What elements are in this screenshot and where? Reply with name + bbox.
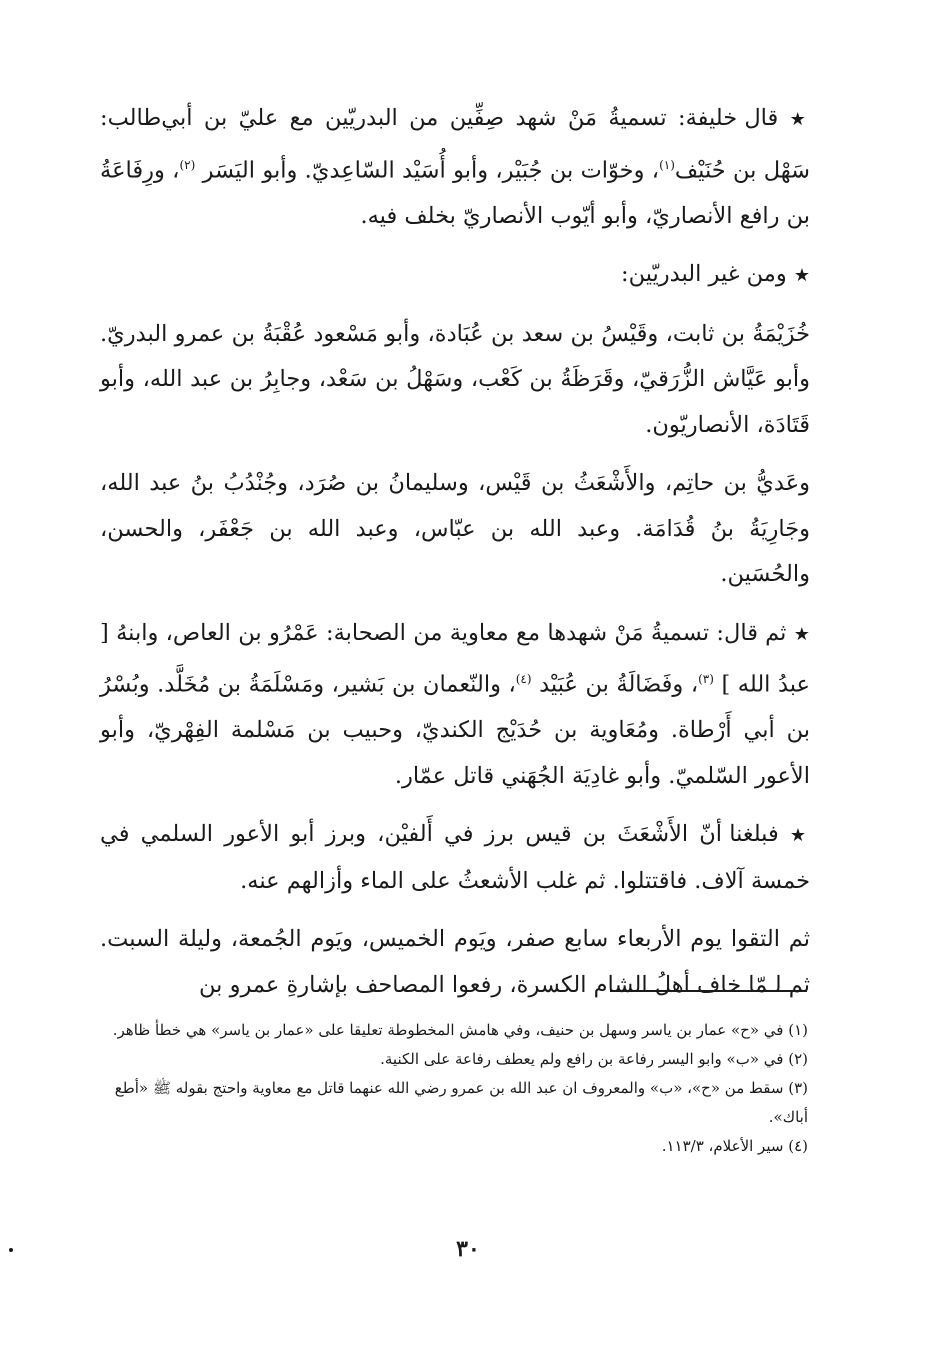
paragraph-5 [100,611,810,800]
footnote-ref-1: (١) [659,157,675,172]
footnote-text: في «ب» وابو اليسر رفاعة بن رافع ولم يعطف رفاعة على الكنية. [380,1050,784,1068]
star-marker: ★ [793,623,811,645]
footnote-number: (٤) [788,1137,808,1155]
footnote-text: سير الأعلام، ١١٣/٣. [661,1137,784,1155]
paragraph-4 [100,461,810,598]
paragraph-1 [100,96,810,239]
footnote-item [108,1016,808,1045]
paragraph-5-text-c: ، والنّعمان بن بَشير، ومَسْلَمَةُ بن مُخَلَّد. وبُسْرُ بن أبي أَرْطاة. ومُعَاوية بن حُدَيْج الكنديّ، وحبيب بن مَسْلمة الفِهْريّ، وأبو الأعور السّلميّ. وأبو غادِيَة الجُهَني قاتل عمّار. [100,671,810,789]
paragraph-3-text: خُزَيْمَةُ بن ثابت، وقَيْسُ بن سعد بن عُبَادة، وأبو مَسْعود عُقْبَةُ بن عمرو البدريّ. وأبو عَيَّاش الزُّرَقيّ، وقَرَظَةُ بن كَعْب، وسَهْلُ بن سَعْد، وجابِرُ بن عبد الله، وأبو قَتَادَة، الأنصاريّون. [100,320,810,438]
paragraph-6 [100,812,810,904]
paragraph-4-text: وعَديُّ بن حاتِم، والأَشْعَثُ بن قَيْس، وسليمانُ بن صُرَد، وجُنْدُبُ بنُ عبد الله، وجَارِيَةُ بنُ قُدَامَة. وعبد الله بن عبّاس، وعبد الله بن جَعْفَر، والحسن، والحُسَين. [100,470,810,587]
main-text [100,96,810,1021]
star-marker: ★ [789,109,811,130]
paragraph-7 [100,917,810,1008]
paragraph-2 [100,252,810,299]
paragraph-6-text: فبلغنا أنّ الأَشْعَثَ بن قيس برز في أَلفيْن، وبرز أبو الأعور السلمي في خمسة آلاف. فاقتتلوا. ثم غلب الأشعثُ على الماء وأزالهم عنه. [100,821,810,894]
footnote-ref-4: (٤) [515,672,532,686]
footnote-ref-3: (٣) [698,672,714,686]
paragraph-1-text-b: ، وخوّات بن جُبَيْر، وأبو أُسَيْد السّاعِديّ. وأبو اليَسَر [202,157,660,183]
paragraph-5-text-b: ، وفَضَالَةُ بن عُبَيْد [539,671,699,698]
footnote-divider [610,990,807,992]
footnote-item [108,1132,808,1161]
footnotes [108,1016,808,1161]
paragraph-5-text-a: ثم قال: تسميةُ مَنْ شهدها مع معاوية من الصحابة: عَمْرُو بن العاص، وابنهُ [ عبدُ الله ] [100,619,810,698]
paragraph-1-text-a: قال خليفة: تسميةُ مَنْ شهد صِفِّين من البدريّين مع عليّ بن أبي‌طالب: سَهْل بن حُنَيْف [100,105,810,183]
footnote-text: في «ح» عمار بن ياسر وسهل بن حنيف، وفي هامش المخطوطة تعليقا على «عمار بن ياسر» هي خطأ ظاهر. [112,1021,784,1039]
page-number: ٣٠ [456,1236,480,1262]
footnote-item [108,1045,808,1074]
scan-speck [9,1248,13,1252]
star-marker: ★ [793,265,810,286]
paragraph-3 [100,312,810,449]
footnote-text: سقط من «ح»، «ب» والمعروف ان عبد الله بن عمرو رضي الله عنهما قاتل مع معاوية واحتج بقوله ﷺ «أطع أباك». [114,1079,808,1126]
footnote-item [108,1074,808,1132]
footnote-number: (٢) [788,1050,808,1068]
footnote-number: (٣) [788,1079,808,1097]
paragraph-2-text: ومن غير البدريّين: [621,261,787,287]
footnote-ref-2: (٢) [179,157,196,172]
star-marker: ★ [789,825,811,846]
paragraph-7-text: ثم التقوا يوم الأربعاء سابع صفر، ويَوم الخميس، ويَوم الجُمعة، وليلة السبت. ثم لـمّا خاف أهلُ الشام الكسرة، رفعوا المصاحف بإشارةِ عمرو بن [100,926,810,998]
paragraph-1-text-c: ، ورِفَاعَةُ بن رافع الأنصاريّ، وأبو أيّوب الأنصاريّ بخلف فيه. [100,157,810,229]
footnote-number: (١) [788,1021,808,1039]
